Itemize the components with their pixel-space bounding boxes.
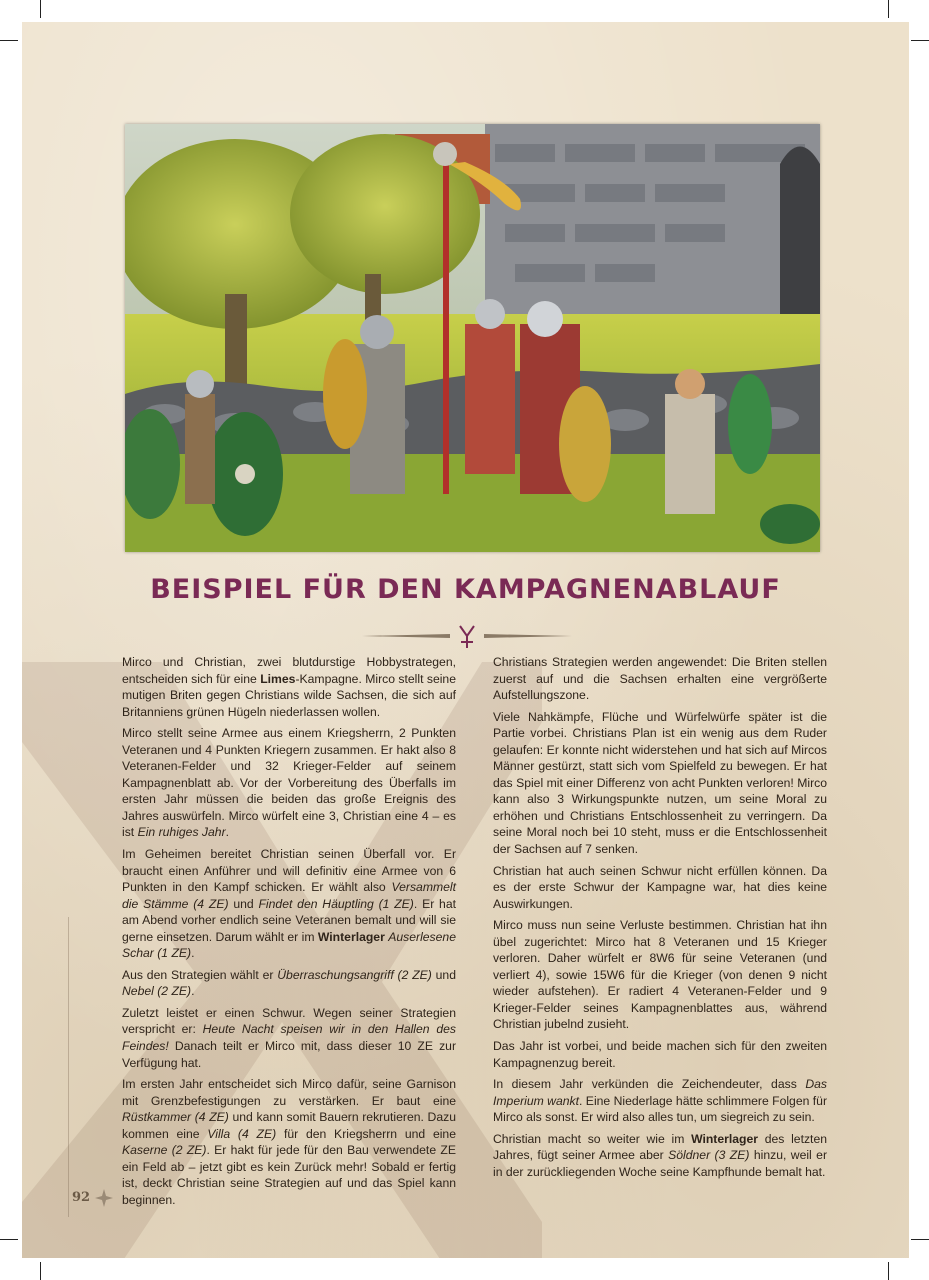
cross-ornament-icon xyxy=(94,1188,114,1208)
text-span: In diesem Jahr verkünden die Zeichendeuter, dass xyxy=(493,1077,806,1092)
paragraph xyxy=(493,1076,827,1126)
text-span: Danach teilt er Mirco mit, dass dieser 10 ZE zur Verfügung hat. xyxy=(122,1039,456,1070)
crop-mark xyxy=(888,0,889,18)
italic-term: Ein ruhiges Jahr xyxy=(137,825,226,840)
crop-mark xyxy=(911,40,929,41)
page-number: 92 xyxy=(72,1190,91,1205)
paragraph xyxy=(122,725,456,841)
text-span: Christian macht so weiter wie im xyxy=(493,1131,692,1146)
italic-term: Söldner (3 ZE) xyxy=(668,1148,750,1163)
text-span: . Er hakt für jede für den Bau verwendete ZE ein Feld ab – jetzt gibt es kein Zurück mehr! Sobald er fertig ist, deckt Christian seine Strategien auf und das Spiel kann beginnen. xyxy=(122,1143,456,1207)
text-span: . Eine Niederlage hätte schlimmere Folgen für Mirco als sonst. Er wird also alles tun, um siegreich zu sein. xyxy=(493,1093,828,1125)
italic-term: Findet den Häuptling (1 ZE) xyxy=(258,896,414,911)
margin-rule xyxy=(68,917,69,1217)
italic-term: Kaserne (2 ZE) xyxy=(122,1143,207,1158)
text-span: . xyxy=(225,825,230,840)
bold-term: Limes xyxy=(260,671,296,686)
document-page xyxy=(22,22,909,1258)
paragraph xyxy=(493,1131,827,1181)
divider-ornament-icon xyxy=(362,622,572,650)
crop-mark xyxy=(0,1239,18,1240)
paragraph: Viele Nahkämpfe, Flüche und Würfelwürfe später ist die Partie vorbei. Christians Plan ist ein wenig aus dem Ruder gelaufen: Er konnte nicht widerstehen und hat sich auf Mircos Männer gestürzt, statt sich vom Spielfeld zu bewegen. Er hat das Spiel mit einer Differenz von acht Punkten verloren! Mirco kann also 3 Wirkungspunkte nutzen, um seine Moral zu erhöhen und Christians Entschlossenheit zu verringern. Da seine Moral noch bei 10 steht, muss er die Entschlossenheit der Sachsen auf 7 senken. xyxy=(493,709,827,857)
text-span: . Er hat am Abend vorher endlich seine Veteranen bemalt und will sie gerne einsetzen. Darum wählt er im xyxy=(122,896,456,944)
crop-mark xyxy=(0,40,18,41)
text-span: des letzten Jahres, fügt seiner Armee aber xyxy=(493,1131,827,1163)
text-span: Im ersten Jahr entscheidet sich Mirco dafür, seine Garnison mit Grenzbefestigungen zu verstärken. Er baut eine xyxy=(122,1077,456,1108)
text-span: . xyxy=(191,946,195,961)
miniatures-photo-icon xyxy=(125,124,820,552)
italic-term: Das Imperium wankt xyxy=(493,1077,827,1108)
crop-mark xyxy=(888,1262,889,1280)
text-span: . xyxy=(191,984,195,999)
text-span: Aus den Strategien wählt er xyxy=(122,967,278,982)
italic-term: Nebel (2 ZE) xyxy=(122,984,192,999)
paragraph: Das Jahr ist vorbei, und beide machen sich für den zweiten Kampagnenzug bereit. xyxy=(493,1039,827,1070)
paragraph xyxy=(122,1076,456,1208)
miniatures-photo xyxy=(125,124,820,552)
bold-term: Winterlager xyxy=(317,929,385,944)
bold-term: Winterlager xyxy=(691,1131,759,1146)
text-span: für den Kriegsherrn und eine xyxy=(276,1126,456,1141)
text-span: Mirco stellt seine Armee aus einem Kriegsherrn, 2 Punkten Veteranen und 4 Punkten Kriegern zusammen. Er hakt also 8 Veteranen-Felder und 32 Krieger-Felder auf seinem Kampagnenblatt ab. Vor der Vorbereitung des Überfalls im ersten Jahr müssen die beiden das große Ereignis des Jahres auswürfeln. Mirco würfelt eine 3, Christian eine 4 – es ist xyxy=(122,726,456,840)
paragraph: Mirco muss nun seine Verluste bestimmen. Christian hat ihn übel zugerichtet: Mirco hat 8 Veteranen und 15 Krieger verloren. Daher würfelt er 8W6 für seine Veteranen (und verliert 4), sowie 15W6 für die Krieger (von denen 9 nicht wieder aufstehen). Er radiert 4 Veteranen-Felder und 9 Krieger-Felder seines Kampagnenblattes aus, während Christian jubelnd zusieht. xyxy=(493,918,827,1032)
text-span: Im Geheimen bereitet Christian seinen Überfall vor. Er braucht einen Anführer und will definitiv eine Armee von 6 Punkten in den Kampf schicken. Er wählt also xyxy=(122,847,456,895)
text-span: und xyxy=(431,967,456,982)
text-span: und kann somit Bauern rekrutieren. Dazu kommen eine xyxy=(122,1110,456,1141)
italic-term: Auserlesene Schar (1 ZE) xyxy=(122,929,456,961)
left-text-column xyxy=(122,654,456,1214)
italic-term: Villa (4 ZE) xyxy=(207,1126,277,1141)
text-span: hinzu, weil er in der zurückliegenden Woche seine Kampfhunde bemalt hat. xyxy=(493,1148,828,1179)
paragraph xyxy=(122,846,456,962)
text-span: Mirco und Christian, zwei blutdurstige Hobbystrategen, entscheiden sich für eine xyxy=(122,655,456,686)
text-span: und xyxy=(228,896,259,911)
paragraph: Christians Strategien werden angewendet: Die Briten stellen zuerst auf und die Sachsen erhalten eine vergrößerte Aufstellungszone. xyxy=(493,655,827,703)
right-text-column xyxy=(493,654,827,1185)
italic-term: Rüstkammer (4 ZE) xyxy=(122,1110,229,1125)
italic-term: Heute Nacht speisen wir in den Hallen des Feindes! xyxy=(122,1022,456,1054)
paragraph xyxy=(122,654,456,720)
crop-mark xyxy=(40,0,41,18)
italic-term: Überraschungsangriff (2 ZE) xyxy=(277,967,432,982)
paragraph: Christian hat auch seinen Schwur nicht erfüllen können. Da es der erste Schwur der Kampagne war, hat dies keine Auswirkungen. xyxy=(493,863,827,911)
page-title: BEISPIEL FÜR DEN KAMPAGNENABLAUF xyxy=(150,574,781,605)
text-span: Zuletzt leistet er einen Schwur. Wegen seiner Strategien verspricht er: xyxy=(122,1005,456,1037)
crop-mark xyxy=(911,1239,929,1240)
text-span: -Kampagne. Mirco stellt seine mutigen Briten gegen Christians wilde Sachsen, die sich auf Britanniens grünen Hügeln niederlassen wollen. xyxy=(122,671,456,719)
paragraph xyxy=(122,1005,456,1071)
paragraph xyxy=(122,967,456,1000)
crop-mark xyxy=(40,1262,41,1280)
italic-term: Versammelt die Stämme (4 ZE) xyxy=(122,880,456,911)
